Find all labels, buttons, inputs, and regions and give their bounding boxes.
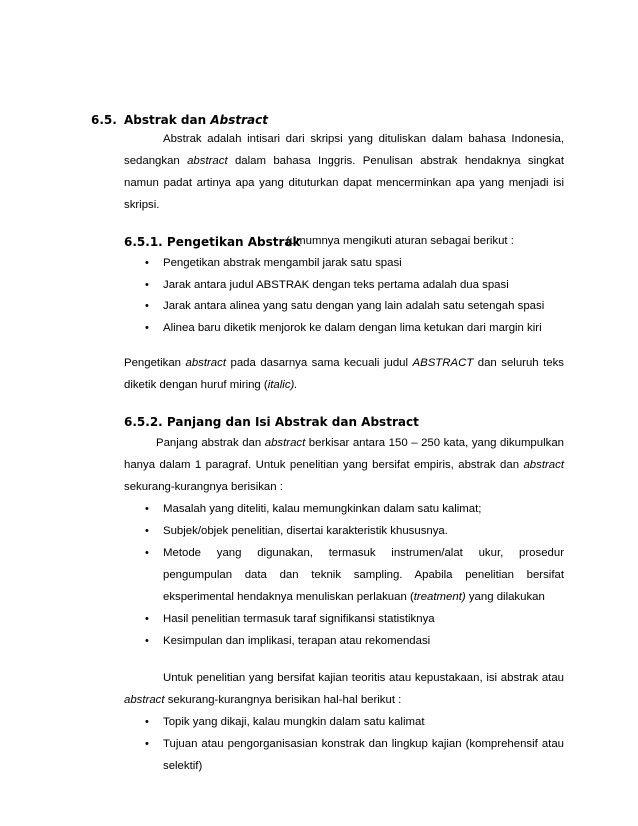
list-item: Hasil penelitian termasuk taraf signifikansi statistiknya (163, 613, 435, 625)
paragraph-line: sekurang-kurangnya berisikan : (124, 481, 283, 493)
list-item: eksperimental hendaknya menuliskan perlakuan (treatment) yang dilakukan (163, 591, 545, 603)
paragraph-line: sedangkan abstract dalam bahasa Inggris. Penulisan abstrak hendaknya singkat (124, 155, 565, 167)
bullet-icon: • (145, 300, 149, 312)
paragraph-line: Panjang abstrak dan abstract berkisar antara 150 – 250 kata, yang dikumpulkan (156, 437, 564, 449)
bullet-icon: • (145, 738, 149, 750)
list-item: pengumpulan data dan teknik sampling. Apabila penelitian bersifat (163, 569, 564, 581)
paragraph-line: Abstrak adalah intisari dari skripsi yang dituliskan dalam bahasa Indonesia, (163, 133, 564, 145)
subsection-heading: 6.5.2. Panjang dan Isi Abstrak dan Abstract (124, 415, 419, 429)
list-item: Tujuan atau pengorganisasian konstrak dan lingkup kajian (komprehensif atau (163, 738, 564, 750)
paragraph-line: hanya dalam 1 paragraf. Untuk penelitian yang bersifat empiris, abstrak dan abstract (124, 459, 564, 471)
list-item: Jarak antara alinea yang satu dengan yang lain adalah satu setengah spasi (163, 300, 545, 312)
list-item: Pengetikan abstrak mengambil jarak satu spasi (163, 257, 402, 269)
paragraph-line: Pengetikan abstract pada dasarnya sama kecuali judul ABSTRACT dan seluruh teks (124, 357, 564, 369)
subsection-heading: 6.5.1. Pengetikan Abstrak (124, 235, 301, 249)
bullet-icon: • (145, 525, 149, 537)
list-item: Metode yang digunakan, termasuk instrumen/alat ukur, prosedur (163, 547, 564, 559)
list-item: Alinea baru diketik menjorok ke dalam dengan lima ketukan dari margin kiri (163, 322, 542, 334)
bullet-icon: • (145, 257, 149, 269)
bullet-icon: • (145, 547, 149, 559)
list-item: Jarak antara judul ABSTRAK dengan teks pertama adalah dua spasi (163, 279, 509, 291)
bullet-icon: • (145, 635, 149, 647)
paragraph-line: namun padat artinya apa yang dituturkan dapat mencerminkan apa yang menjadi isi (124, 177, 564, 189)
paragraph-line: skripsi. (124, 199, 160, 211)
bullet-icon: • (145, 322, 149, 334)
bullet-icon: • (145, 716, 149, 728)
list-item: Kesimpulan dan implikasi, terapan atau rekomendasi (163, 635, 431, 647)
bullet-icon: • (145, 613, 149, 625)
section-number: 6.5. (91, 113, 117, 127)
list-item: Subjek/objek penelitian, disertai karakteristik khususnya. (163, 525, 448, 537)
subsection-note: (umumnya mengikuti aturan sebagai berikut : (286, 235, 514, 247)
paragraph-line: abstract sekurang-kurangnya berisikan hal-hal berikut : (124, 694, 402, 706)
paragraph-line: Untuk penelitian yang bersifat kajian teoritis atau kepustakaan, isi abstrak atau (163, 672, 564, 684)
list-item: Masalah yang diteliti, kalau memungkinkan dalam satu kalimat; (163, 503, 482, 515)
bullet-icon: • (145, 503, 149, 515)
paragraph-line: diketik dengan huruf miring (italic). (124, 379, 298, 391)
bullet-icon: • (145, 279, 149, 291)
list-item: Topik yang dikaji, kalau mungkin dalam satu kalimat (163, 716, 425, 728)
list-item: selektif) (163, 760, 203, 772)
section-title: Abstrak dan Abstract (124, 113, 268, 127)
